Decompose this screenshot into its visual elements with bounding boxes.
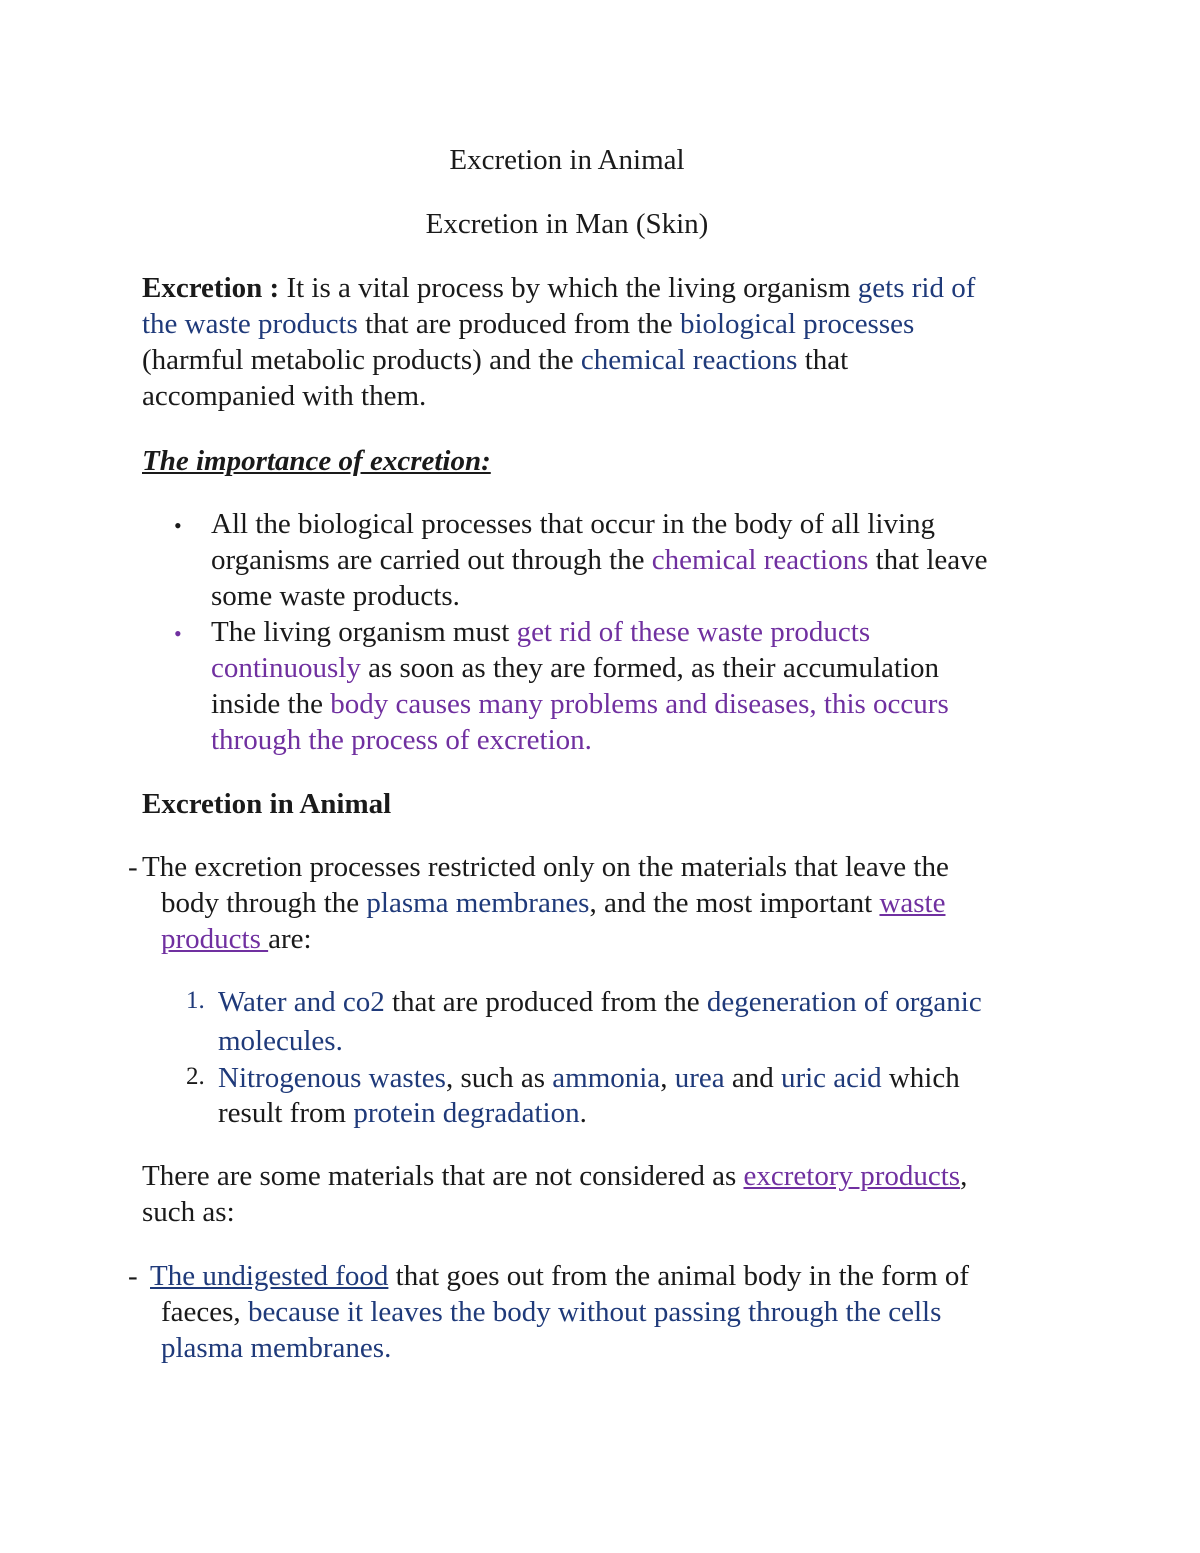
page-subtitle: Excretion in Man (Skin) bbox=[425, 208, 709, 240]
definition-line-4: accompanied with them. bbox=[142, 380, 427, 412]
page-title: Excretion in Animal bbox=[449, 144, 685, 176]
animal-p1-line-3: products are: bbox=[161, 923, 312, 955]
item-2-line-2: result from protein degradation. bbox=[218, 1097, 587, 1129]
animal-heading: Excretion in Animal bbox=[142, 788, 392, 820]
bullet-2-line-3: inside the body causes many problems and diseases, this occurs bbox=[211, 688, 949, 720]
dash-marker: - bbox=[128, 1260, 138, 1292]
animal-p1-line-1: The excretion processes restricted only on the materials that leave the bbox=[142, 851, 949, 883]
importance-heading: The importance of excretion: bbox=[142, 445, 491, 477]
definition-line-1: Excretion : It is a vital process by which the living organism gets rid of bbox=[142, 272, 976, 304]
bullet-2-line-2: continuously as soon as they are formed, as their accumulation bbox=[211, 652, 940, 684]
definition-line-3: (harmful metabolic products) and the chemical reactions that bbox=[142, 344, 849, 376]
bullet-1-line-3: some waste products. bbox=[211, 580, 460, 612]
waste-products-link[interactable]: waste bbox=[879, 887, 946, 919]
animal-p2-line-1: There are some materials that are not considered as excretory products, bbox=[142, 1160, 968, 1192]
item-2-line-1: Nitrogenous wastes, such as ammonia, urea and uric acid which bbox=[218, 1062, 960, 1094]
bullet-2-line-1: The living organism must get rid of these waste products bbox=[211, 616, 871, 648]
item-1-line-1: Water and co2 that are produced from the degeneration of organic bbox=[218, 986, 982, 1018]
bullet-icon: • bbox=[174, 513, 182, 538]
animal-p3-line-2: faeces, because it leaves the body without passing through the cells bbox=[161, 1296, 942, 1328]
list-number: 2. bbox=[186, 1063, 205, 1090]
definition-line-2: the waste products that are produced from the biological processes bbox=[142, 308, 915, 340]
animal-p2-line-2: such as: bbox=[142, 1196, 235, 1228]
bullet-1-line-2: organisms are carried out through the chemical reactions that leave bbox=[211, 544, 988, 576]
undigested-food-link[interactable]: The undigested food bbox=[150, 1260, 389, 1292]
bullet-2-line-4: through the process of excretion. bbox=[211, 724, 592, 756]
animal-p1-line-2: body through the plasma membranes, and the most important waste bbox=[161, 887, 946, 919]
animal-p3-line-3: plasma membranes. bbox=[161, 1332, 392, 1364]
dash-marker: - bbox=[128, 851, 138, 883]
waste-products-link[interactable]: products bbox=[161, 923, 269, 955]
list-number: 1. bbox=[186, 987, 205, 1014]
excretory-products-link[interactable]: excretory products bbox=[743, 1160, 961, 1192]
bullet-icon: • bbox=[174, 621, 182, 646]
bullet-1-line-1: All the biological processes that occur in the body of all living bbox=[211, 508, 936, 540]
animal-p3-line-1: The undigested food that goes out from the animal body in the form of bbox=[150, 1260, 970, 1292]
definition-term: Excretion : bbox=[142, 272, 280, 304]
item-1-line-2: molecules. bbox=[218, 1025, 343, 1057]
